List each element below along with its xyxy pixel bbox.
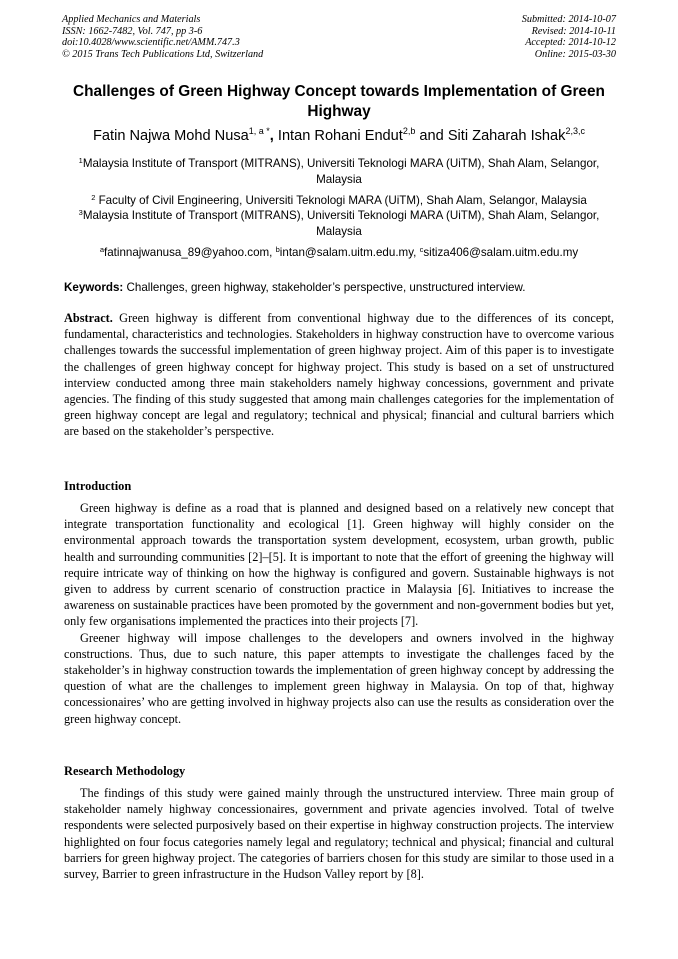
- keywords: [64, 280, 624, 295]
- author-name: Fatin Najwa Mohd Nusa: [93, 128, 249, 144]
- keywords-text: Challenges, green highway, stakeholder’s perspective, unstructured interview.: [123, 281, 526, 294]
- email-mark: b: [275, 245, 280, 254]
- publication-dates: [522, 14, 616, 60]
- affiliation-text: Malaysia Institute of Transport (MITRANS), Universiti Teknologi MARA (UiTM), Shah Alam, Selangor, Malaysia: [82, 209, 600, 238]
- paper-title: Challenges of Green Highway Concept towards Implementation of Green Highway: [73, 83, 605, 120]
- journal-info: [62, 14, 263, 60]
- keywords-label: Keywords:: [64, 281, 124, 294]
- methodology-body: [64, 785, 614, 882]
- doi-line: doi:10.4028/www.scientific.net/AMM.747.3: [62, 37, 240, 49]
- author-list: [40, 126, 638, 146]
- affiliation-text: Faculty of Civil Engineering, Universiti Teknologi MARA (UiTM), Shah Alam, Selangor, Malaysia: [98, 194, 587, 207]
- abstract-text: Green highway is different from conventional highway due to the differences of its concept, fundamental, characteristics and technologies. Stakeholders in highway construction have to overcome various challenges towards the successful implementation of green highway project. Aim of this paper is to investigate the challenges of green highway concept for highway project. This study is based on a set of unstructured interview conducted among three main stakeholders namely highway concessions, government and private agencies. The finding of this study suggested that among main challenges categories for the implementation of green highway concept are legal and regulatory; technical and physical; financial and cultural barriers which are based on the stakeholder’s perspective.: [64, 311, 614, 439]
- revised-date: Revised: 2014-10-11: [531, 25, 616, 37]
- journal-name: Applied Mechanics and Materials: [62, 14, 201, 25]
- email-address: fatinnajwanusa_89@yahoo.com,: [104, 246, 276, 259]
- author-name: Siti Zaharah Ishak: [447, 128, 566, 144]
- introduction-heading: Introduction: [64, 479, 132, 493]
- abstract-label: Abstract.: [64, 311, 113, 325]
- author-separator: ,: [269, 128, 278, 144]
- affiliation-mark: 2: [91, 193, 96, 202]
- paragraph: Green highway is define as a road that is planned and designed based on a relatively new concept that integrate transportation functionality and ecological [1]. Green highway will highly consider on the environmental approach towards the transportation system development, ecosystem, urban growth, public health and surrounding communities [2]–[5]. It is important to note that the effort of greening the highway will require intricate way of thinking on how the highway is configured and govern. Sustainable highways is not given to address by current scenario of construction practice in Malaysia [6]. Initiatives to increase the awareness on sustainable practices have been promoted by the government and non-government bodies but yet, only few organisations implemented the practices into their projects [7].: [64, 501, 614, 629]
- affiliation-mark: 3: [78, 208, 83, 217]
- author-affiliation-mark: 2,b: [402, 126, 416, 136]
- introduction-body: [64, 500, 614, 727]
- affiliation: [62, 193, 616, 209]
- email-address: intan@salam.uitm.edu.my,: [279, 246, 420, 259]
- author-separator: and: [415, 128, 448, 144]
- copyright-line: © 2015 Trans Tech Publications Ltd, Switzerland: [62, 48, 264, 60]
- email-mark: c: [419, 245, 424, 254]
- methodology-heading: Research Methodology: [64, 764, 186, 778]
- paragraph: The findings of this study were gained mainly through the unstructured interview. Three main group of stakeholder namely highway concessionaires, government and private agencies involved. Total of twelve respondents were selected purposively based on their expertise in highway construction projects. The interview highlighted on four focus categories namely legal and regulatory; technical and physical; financial and cultural barriers for green highway project. The categories of barriers chosen for this study are similar to those used in a survey, Barrier to green infrastructure in the Hudson Valley report by [8].: [64, 786, 614, 882]
- affiliation-mark: 1: [78, 156, 83, 165]
- author-affiliation-mark: 2,3,c: [565, 126, 585, 136]
- email-address: sitiza406@salam.uitm.edu.my: [423, 246, 579, 259]
- submitted-date: Submitted: 2014-10-07: [521, 14, 616, 25]
- online-date: Online: 2015-03-30: [534, 48, 616, 60]
- email-list: [40, 245, 638, 261]
- author-affiliation-mark: 1, a *: [248, 126, 270, 136]
- abstract: [64, 310, 614, 440]
- affiliation: [62, 156, 616, 187]
- issn-line: ISSN: 1662-7482, Vol. 747, pp 3-6: [62, 25, 203, 37]
- author-name: Intan Rohani Endut: [277, 128, 403, 144]
- accepted-date: Accepted: 2014-10-12: [525, 37, 616, 49]
- email-mark: a: [99, 245, 104, 254]
- affiliation: [62, 208, 616, 239]
- affiliation-text: Malaysia Institute of Transport (MITRANS), Universiti Teknologi MARA (UiTM), Shah Alam, Selangor, Malaysia: [82, 157, 600, 186]
- paragraph: Greener highway will impose challenges to the developers and owners involved in the highway constructions. Thus, due to such nature, this paper attempts to investigate the challenges faced by the stakeholder’s in highway construction towards the implementation of green highway concept by addressing the question of what are the challenges to implement green highway in Malaysia. On top of that, highway concessionaires’ who are getting involved in highway projects also can use the results as consideration over the green highway concept.: [64, 630, 614, 726]
